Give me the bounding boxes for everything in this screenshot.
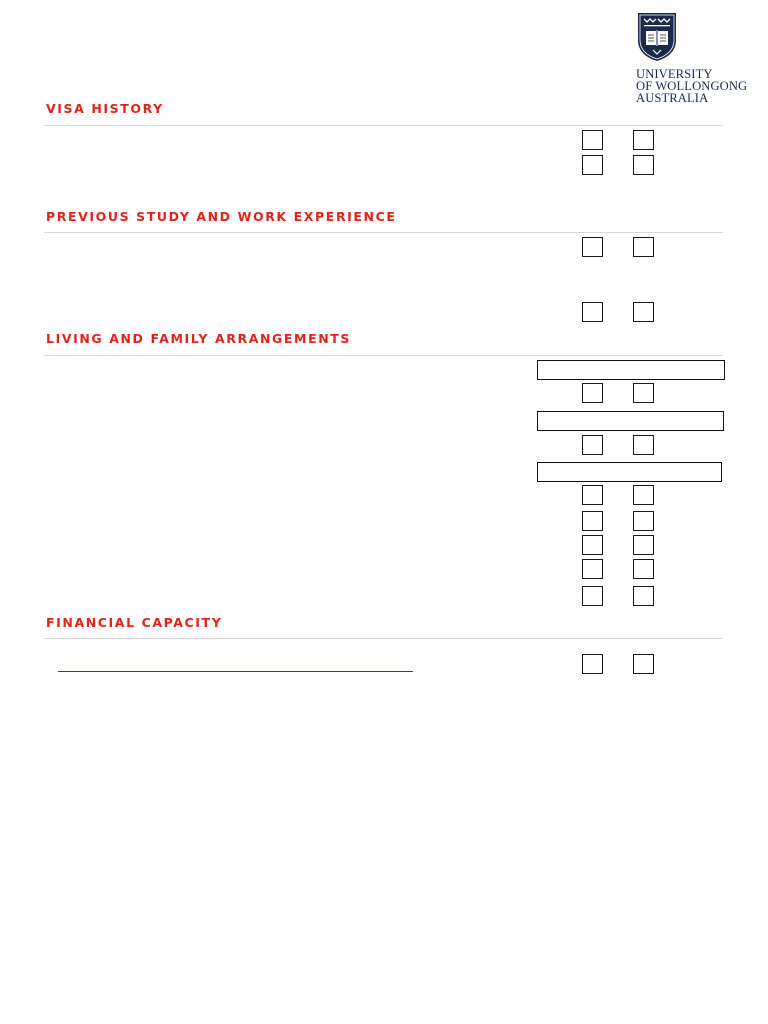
hyperlink-underline[interactable]: [58, 671, 413, 672]
section-divider: [44, 355, 723, 356]
living-q5-yes-checkbox[interactable]: [582, 535, 603, 555]
living-q2-yes-checkbox[interactable]: [582, 435, 603, 455]
living-text-field-3[interactable]: [537, 462, 722, 482]
section-title-visa-history: VISA HISTORY: [46, 101, 164, 116]
financial-q1-yes-checkbox[interactable]: [582, 654, 603, 674]
living-q5-no-checkbox[interactable]: [633, 535, 654, 555]
visa-q2-yes-checkbox[interactable]: [582, 155, 603, 175]
section-divider: [44, 638, 723, 639]
logo-line-university: UNIVERSITY: [636, 67, 713, 81]
living-q6-yes-checkbox[interactable]: [582, 559, 603, 579]
living-q7-no-checkbox[interactable]: [633, 586, 654, 606]
living-q4-yes-checkbox[interactable]: [582, 511, 603, 531]
study-q1-no-checkbox[interactable]: [633, 237, 654, 257]
living-q7-yes-checkbox[interactable]: [582, 586, 603, 606]
study-q1-yes-checkbox[interactable]: [582, 237, 603, 257]
living-q1-yes-checkbox[interactable]: [582, 383, 603, 403]
visa-q1-no-checkbox[interactable]: [633, 130, 654, 150]
study-q2-yes-checkbox[interactable]: [582, 302, 603, 322]
section-title-living-family: LIVING AND FAMILY ARRANGEMENTS: [46, 331, 351, 346]
section-title-financial-capacity: FINANCIAL CAPACITY: [46, 615, 223, 630]
living-q1-no-checkbox[interactable]: [633, 383, 654, 403]
visa-q2-no-checkbox[interactable]: [633, 155, 654, 175]
logo-line-australia: AUSTRALIA: [636, 91, 709, 106]
study-q2-no-checkbox[interactable]: [633, 302, 654, 322]
living-text-field-2[interactable]: [537, 411, 724, 431]
visa-q1-yes-checkbox[interactable]: [582, 130, 603, 150]
logo-wordmark: [636, 68, 762, 105]
financial-q1-no-checkbox[interactable]: [633, 654, 654, 674]
living-text-field-1[interactable]: [537, 360, 725, 380]
university-crest-icon: [636, 11, 678, 62]
living-q2-no-checkbox[interactable]: [633, 435, 654, 455]
section-divider: [44, 232, 723, 233]
living-q3-yes-checkbox[interactable]: [582, 485, 603, 505]
section-divider: [44, 125, 723, 126]
living-q3-no-checkbox[interactable]: [633, 485, 654, 505]
logo-line-wollongong: OF WOLLONGONG: [636, 79, 748, 94]
living-q6-no-checkbox[interactable]: [633, 559, 654, 579]
living-q4-no-checkbox[interactable]: [633, 511, 654, 531]
section-title-previous-study: PREVIOUS STUDY AND WORK EXPERIENCE: [46, 209, 397, 224]
